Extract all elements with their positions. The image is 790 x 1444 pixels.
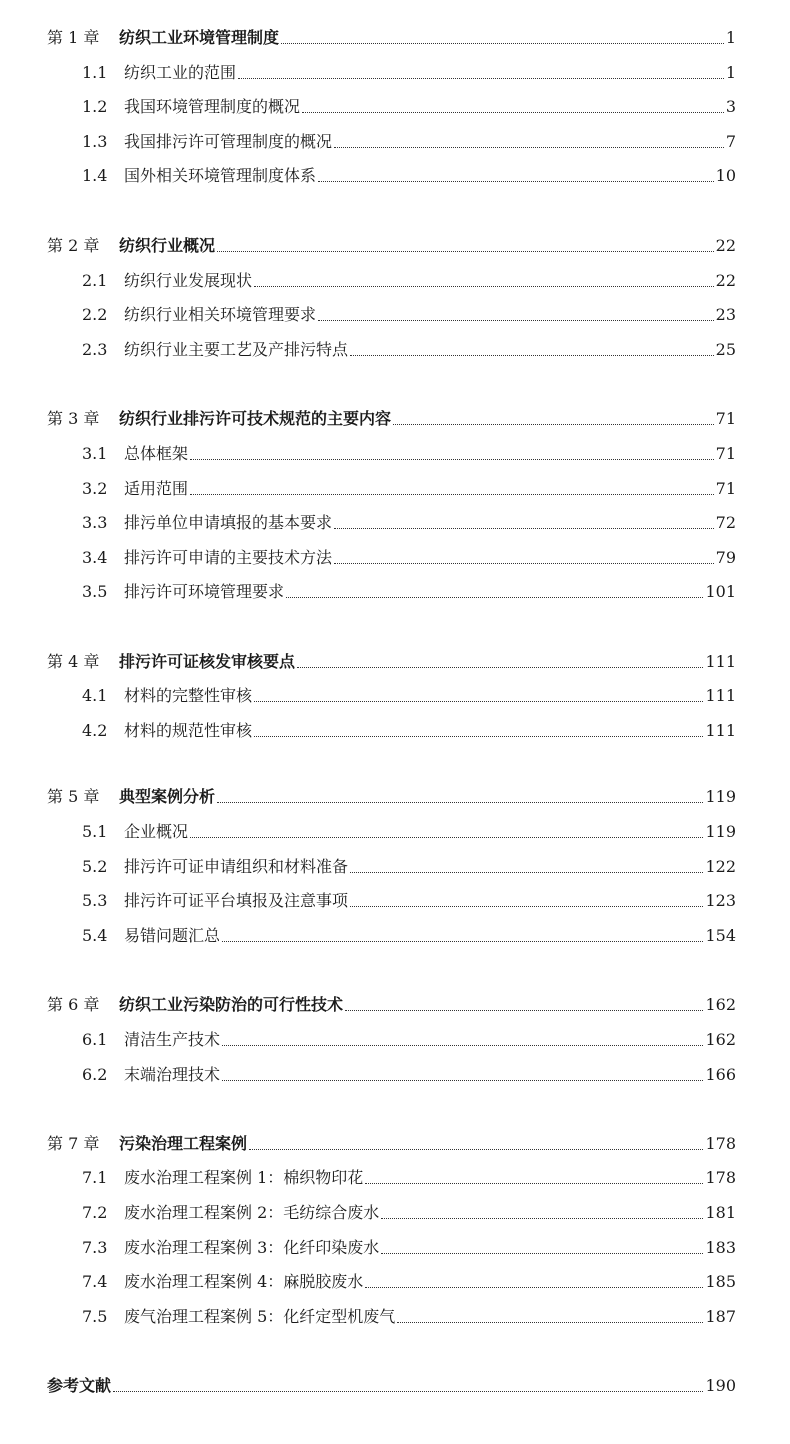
chapter-number: 第 1 章: [47, 28, 100, 47]
dot-leader: [217, 250, 714, 252]
page-number: 162: [705, 995, 736, 1014]
section-number: 6.1: [82, 1030, 108, 1049]
page-number: 23: [715, 305, 736, 324]
toc-section-5-4[interactable]: [0, 916, 790, 946]
toc-section-7-1[interactable]: [0, 1158, 790, 1188]
toc-chapter-2[interactable]: [0, 226, 790, 256]
page-number: 185: [705, 1272, 736, 1291]
dot-leader: [217, 801, 703, 803]
page-number: 111: [705, 652, 736, 671]
section-number: 7.4: [82, 1272, 108, 1291]
dot-leader: [302, 111, 724, 113]
section-number: 3.3: [82, 513, 108, 532]
toc-section-5-3[interactable]: [0, 881, 790, 911]
chapter-title: 纺织行业概况: [119, 236, 216, 255]
section-title: 废水治理工程案例 1：棉织物印花: [124, 1168, 364, 1187]
page-number: 119: [705, 822, 736, 841]
section-number: 7.1: [82, 1168, 108, 1187]
chapter-title: 纺织工业环境管理制度: [119, 28, 280, 47]
page-number: 71: [715, 444, 736, 463]
section-number: 1.3: [82, 132, 108, 151]
dot-leader: [350, 905, 703, 907]
page-number: 183: [705, 1238, 736, 1257]
dot-leader: [281, 42, 724, 44]
dot-leader: [350, 354, 714, 356]
dot-leader: [222, 1079, 703, 1081]
toc-section-4-1[interactable]: [0, 676, 790, 706]
dot-leader: [254, 700, 703, 702]
dot-leader: [381, 1252, 703, 1254]
section-number: 7.3: [82, 1238, 108, 1257]
section-number: 1.1: [82, 63, 108, 82]
toc-section-1-4[interactable]: [0, 156, 790, 186]
dot-leader: [334, 527, 714, 529]
toc-chapter-3[interactable]: [0, 399, 790, 429]
toc-section-3-3[interactable]: [0, 503, 790, 533]
section-title: 清洁生产技术: [124, 1030, 221, 1049]
dot-leader: [334, 562, 714, 564]
section-title: 排污许可证申请组织和材料准备: [124, 857, 349, 876]
page-number: 1: [725, 28, 736, 47]
section-title: 纺织行业相关环境管理要求: [124, 305, 317, 324]
toc-section-1-2[interactable]: [0, 87, 790, 117]
section-number: 1.4: [82, 166, 108, 185]
toc-section-1-3[interactable]: [0, 122, 790, 152]
chapter-title: 污染治理工程案例: [119, 1134, 248, 1153]
section-number: 4.1: [82, 686, 108, 705]
dot-leader: [345, 1009, 703, 1011]
page-number: 79: [715, 548, 736, 567]
section-number: 6.2: [82, 1065, 108, 1084]
dot-leader: [190, 458, 714, 460]
toc-section-7-4[interactable]: [0, 1262, 790, 1292]
toc-chapter-1[interactable]: [0, 18, 790, 48]
section-title: 纺织行业发展现状: [124, 271, 253, 290]
section-title: 排污许可环境管理要求: [124, 582, 285, 601]
page-number: 178: [705, 1168, 736, 1187]
toc-chapter-5[interactable]: [0, 777, 790, 807]
section-number: 3.1: [82, 444, 108, 463]
toc-chapter-7[interactable]: [0, 1124, 790, 1154]
page-number: 10: [715, 166, 736, 185]
chapter-number: 第 4 章: [47, 652, 100, 671]
section-title: 适用范围: [124, 479, 189, 498]
page-number: 119: [705, 787, 736, 806]
section-title: 我国排污许可管理制度的概况: [124, 132, 333, 151]
page-number: 190: [705, 1376, 736, 1395]
page-number: 123: [705, 891, 736, 910]
dot-leader: [350, 871, 703, 873]
dot-leader: [334, 146, 724, 148]
section-title: 排污许可申请的主要技术方法: [124, 548, 333, 567]
dot-leader: [249, 1148, 703, 1150]
page-number: 111: [705, 686, 736, 705]
section-number: 2.1: [82, 271, 108, 290]
page-number: 72: [715, 513, 736, 532]
toc-section-3-5[interactable]: [0, 572, 790, 602]
page-number: 7: [725, 132, 736, 151]
toc-chapter-4[interactable]: [0, 642, 790, 672]
chapter-number: 第 7 章: [47, 1134, 100, 1153]
section-title: 排污许可证平台填报及注意事项: [124, 891, 349, 910]
section-title: 废水治理工程案例 4：麻脱胶废水: [124, 1272, 364, 1291]
section-title: 材料的完整性审核: [124, 686, 253, 705]
section-number: 5.2: [82, 857, 108, 876]
page-number: 22: [715, 271, 736, 290]
dot-leader: [254, 735, 703, 737]
section-number: 2.3: [82, 340, 108, 359]
dot-leader: [397, 1321, 703, 1323]
section-number: 5.4: [82, 926, 108, 945]
page-number: 178: [705, 1134, 736, 1153]
page-number: 25: [715, 340, 736, 359]
section-title: 材料的规范性审核: [124, 721, 253, 740]
section-title: 我国环境管理制度的概况: [124, 97, 301, 116]
page-number: 166: [705, 1065, 736, 1084]
chapter-number: 第 2 章: [47, 236, 100, 255]
section-title: 易错问题汇总: [124, 926, 221, 945]
page-number: 187: [705, 1307, 736, 1326]
toc-section-2-3[interactable]: [0, 330, 790, 360]
dot-leader: [286, 596, 703, 598]
section-title: 总体框架: [124, 444, 189, 463]
toc-section-2-2[interactable]: [0, 295, 790, 325]
dot-leader: [222, 1044, 703, 1046]
toc-section-3-1[interactable]: [0, 434, 790, 464]
section-title: 企业概况: [124, 822, 189, 841]
section-number: 3.2: [82, 479, 108, 498]
page-number: 22: [715, 236, 736, 255]
dot-leader: [365, 1182, 703, 1184]
dot-leader: [381, 1217, 703, 1219]
chapter-title: 典型案例分析: [119, 787, 216, 806]
section-title: 排污单位申请填报的基本要求: [124, 513, 333, 532]
page-number: 181: [705, 1203, 736, 1222]
toc-section-3-4[interactable]: [0, 538, 790, 568]
dot-leader: [222, 940, 703, 942]
chapter-number: 第 6 章: [47, 995, 100, 1014]
toc-chapter-6[interactable]: [0, 985, 790, 1015]
section-number: 2.2: [82, 305, 108, 324]
toc-section-6-2[interactable]: [0, 1055, 790, 1085]
page-number: 154: [705, 926, 736, 945]
page-number: 162: [705, 1030, 736, 1049]
page-number: 101: [705, 582, 736, 601]
toc-section-5-2[interactable]: [0, 847, 790, 877]
section-number: 5.1: [82, 822, 108, 841]
dot-leader: [238, 77, 724, 79]
toc-section-2-1[interactable]: [0, 261, 790, 291]
section-title: 废水治理工程案例 2：毛纺综合废水: [124, 1203, 380, 1222]
chapter-title: 纺织行业排污许可技术规范的主要内容: [119, 409, 392, 428]
section-number: 3.4: [82, 548, 108, 567]
chapter-title: 纺织工业污染防治的可行性技术: [119, 995, 344, 1014]
page-number: 111: [705, 721, 736, 740]
section-title: 废气治理工程案例 5：化纤定型机废气: [124, 1307, 396, 1326]
section-number: 3.5: [82, 582, 108, 601]
chapter-number: 第 5 章: [47, 787, 100, 806]
page-number: 71: [715, 409, 736, 428]
references-title: 参考文献: [47, 1376, 112, 1395]
dot-leader: [393, 423, 714, 425]
page-number: 122: [705, 857, 736, 876]
section-number: 5.3: [82, 891, 108, 910]
section-title: 国外相关环境管理制度体系: [124, 166, 317, 185]
section-number: 7.5: [82, 1307, 108, 1326]
section-number: 1.2: [82, 97, 108, 116]
page-number: 71: [715, 479, 736, 498]
dot-leader: [297, 666, 703, 668]
toc-section-5-1[interactable]: [0, 812, 790, 842]
toc-section-7-3[interactable]: [0, 1228, 790, 1258]
dot-leader: [254, 285, 714, 287]
toc-references[interactable]: [0, 1366, 790, 1396]
toc-section-7-2[interactable]: [0, 1193, 790, 1223]
chapter-number: 第 3 章: [47, 409, 100, 428]
section-title: 纺织工业的范围: [124, 63, 237, 82]
section-title: 末端治理技术: [124, 1065, 221, 1084]
page-number: 1: [725, 63, 736, 82]
dot-leader: [365, 1286, 703, 1288]
toc-section-1-1[interactable]: [0, 53, 790, 83]
toc-section-4-2[interactable]: [0, 711, 790, 741]
chapter-title: 排污许可证核发审核要点: [119, 652, 296, 671]
dot-leader: [190, 493, 714, 495]
toc-section-6-1[interactable]: [0, 1020, 790, 1050]
dot-leader: [190, 836, 703, 838]
section-title: 纺织行业主要工艺及产排污特点: [124, 340, 349, 359]
section-title: 废水治理工程案例 3：化纤印染废水: [124, 1238, 380, 1257]
section-number: 7.2: [82, 1203, 108, 1222]
dot-leader: [318, 180, 714, 182]
dot-leader: [113, 1390, 703, 1392]
section-number: 4.2: [82, 721, 108, 740]
toc-section-3-2[interactable]: [0, 469, 790, 499]
toc-section-7-5[interactable]: [0, 1297, 790, 1327]
page-number: 3: [725, 97, 736, 116]
dot-leader: [318, 319, 714, 321]
